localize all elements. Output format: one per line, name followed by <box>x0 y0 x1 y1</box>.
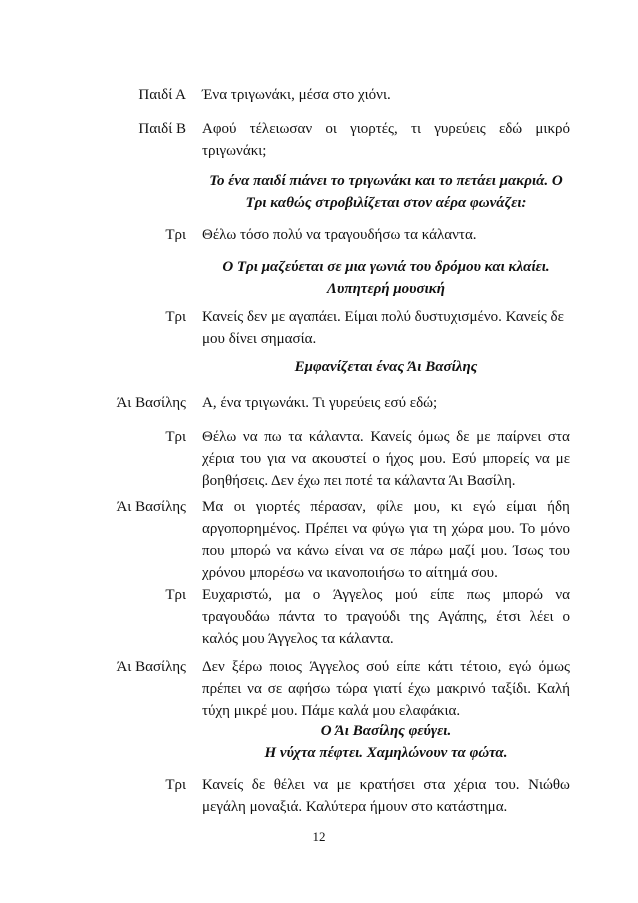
text-line: Μα οι γιορτές πέρασαν, φίλε μου, κι εγώ είμαι ήδη <box>202 499 570 515</box>
text-line: που μπορώ να κάνω είναι να σε πάρω μαζί μου. Ίσως του <box>202 543 570 559</box>
text-line: καλός μου Άγγελος τα κάλαντα. <box>202 631 394 647</box>
text-line: τραγουδάω πάντα το τραγούδι της Αγάπης, έτσι λέει ο <box>202 609 570 625</box>
text-line: χέρια του για να ακουστεί ο ήχος μου. Εσύ μπορείς να με <box>202 451 570 467</box>
stage-line: Λυπητερή μουσική <box>327 281 445 297</box>
text-line: Αφού τέλειωσαν οι γιορτές, τι γυρεύεις εδώ μικρό <box>202 121 570 137</box>
dialogue-text <box>202 84 570 106</box>
speaker-name: Άι Βασίλης <box>116 499 186 515</box>
stage-line: Το ένα παιδί πιάνει το τριγωνάκι και το πετάει μακριά. Ο <box>209 173 563 189</box>
text-line: τύχη μικρέ μου. Πάμε καλά μου ελαφάκια. <box>202 703 461 719</box>
speaker-name: Άι Βασίλης <box>116 659 186 675</box>
text-line: μου δίνει σημασία. <box>202 331 317 347</box>
speaker-name: Τρι <box>165 309 186 325</box>
text-line: Κανείς δεν με αγαπάει. Είμαι πολύ δυστυχισμένο. Κανείς δε <box>202 309 564 325</box>
text-line: χρόνου μπορέσω να ικανοποιήσω το αίτημά σου. <box>202 565 498 581</box>
page-number: 12 <box>312 829 326 844</box>
dialogue-text <box>202 656 570 722</box>
speaker-name: Τρι <box>165 227 186 243</box>
dialogue-text <box>202 774 570 818</box>
text-line: Ένα τριγωνάκι, μέσα στο χιόνι. <box>202 87 391 103</box>
text-line: βοηθήσεις. Δεν έχω πει ποτέ τα κάλαντα Άι Βασίλη. <box>202 473 516 489</box>
text-line: Α, ένα τριγωνάκι. Τι γυρεύεις εσύ εδώ; <box>202 395 438 411</box>
dialogue-text <box>202 496 570 584</box>
stage-line: Τρι καθώς στροβιλίζεται στον αέρα φωνάζει: <box>245 195 527 211</box>
dialogue-text <box>202 392 570 414</box>
dialogue-text <box>202 306 570 350</box>
stage-line: Εμφανίζεται ένας Άι Βασίλης <box>294 359 478 375</box>
speaker-name: Παιδί Α <box>138 87 186 103</box>
text-line: Θέλω να πω τα κάλαντα. Κανείς όμως δε με παίρνει στα <box>202 429 570 445</box>
dialogue-text <box>202 224 570 246</box>
text-line: μεγάλη μοναξιά. Καλύτερα ήμουν στο κατάστημα. <box>202 799 508 815</box>
text-line: αργοπορημένος. Πρέπει να φύγω για τη χώρα μου. Το μόνο <box>202 521 570 537</box>
dialogue-text <box>202 118 570 162</box>
text-line: πρέπει να σε αφήσω τώρα γιατί έχω μακρινό ταξίδι. Καλή <box>202 681 570 697</box>
stage-line: Η νύχτα πέφτει. Χαμηλώνουν τα φώτα. <box>264 745 508 761</box>
dialogue-text <box>202 426 570 492</box>
speaker-name: Τρι <box>165 429 186 445</box>
stage-line: Ο Τρι μαζεύεται σε μια γωνιά του δρόμου και κλαίει. <box>222 259 550 275</box>
text-line: Θέλω τόσο πολύ να τραγουδήσω τα κάλαντα. <box>202 227 477 243</box>
dialogue-text <box>202 584 570 650</box>
speaker-name: Τρι <box>165 777 186 793</box>
text-line: τριγωνάκι; <box>202 143 267 159</box>
stage-line: Ο Άι Βασίλης φεύγει. <box>320 723 452 739</box>
text-line: Δεν ξέρω ποιος Άγγελος σού είπε κάτι τέτοιο, εγώ όμως <box>202 659 570 675</box>
text-line: Ευχαριστώ, μα ο Άγγελος μού είπε πως μπορώ να <box>202 587 570 603</box>
speaker-name: Παιδί Β <box>138 121 186 137</box>
speaker-name: Τρι <box>165 587 186 603</box>
text-line: Κανείς δε θέλει να με κρατήσει στα χέρια του. Νιώθω <box>202 777 570 793</box>
speaker-name: Άι Βασίλης <box>116 395 186 411</box>
